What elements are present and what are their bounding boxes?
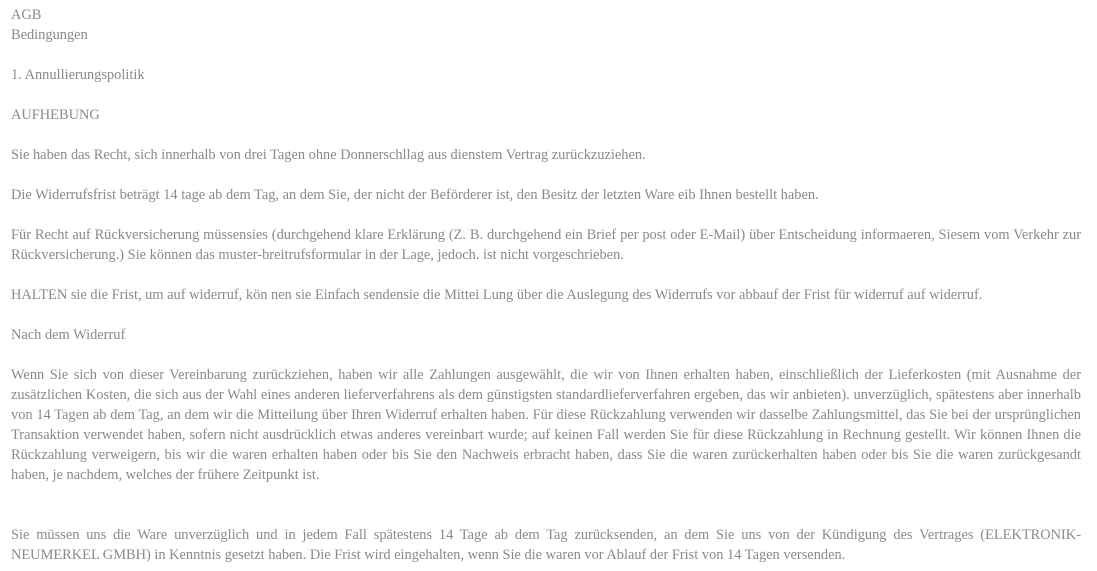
paragraph-withdrawal-declaration: Für Recht auf Rückversicherung müssensies (durchgehend klare Erklärung (Z. B. durchgehend ein Brief per post oder E-Mail) über Entscheidung informaeren, Siesem vom Verkehr zur Rückversicherung.) Sie können das muster-breitrufsformular in der Lage, jedoch. ist nicht vorgeschrieben.: [11, 227, 1081, 263]
paragraph-return-goods: Sie müssen uns die Ware unverzüglich und in jedem Fall spätestens 14 Tage ab dem Tag zurücksenden, an dem Sie uns von der Kündigung des Vertrages (ELEKTRONIK-NEUMERKEL GMBH) in Kenntnis gesetzt haben. Die Frist wird eingehalten, wenn Sie die waren vor Ablauf der Frist von 14 Tagen versenden.: [11, 527, 1081, 563]
spacer: [11, 45, 1081, 65]
paragraph-right-to-withdraw: Sie haben das Recht, sich innerhalb von drei Tagen ohne Donnerschllag aus dienstem Vertrag zurückzuziehen.: [11, 147, 646, 163]
spacer: [11, 205, 1081, 225]
section-title: 1. Annullierungspolitik: [11, 67, 145, 83]
spacer: [11, 485, 1081, 525]
paragraph-withdrawal-period: Die Widerrufsfrist beträgt 14 tage ab dem Tag, an dem Sie, der nicht der Beförderer ist, den Besitz der letzten Ware eib Ihnen bestellt haben.: [11, 187, 819, 203]
spacer: [11, 345, 1081, 365]
spacer: [11, 165, 1081, 185]
spacer: [11, 85, 1081, 105]
after-withdrawal-title: Nach dem Widerruf: [11, 327, 126, 343]
paragraph-refund: Wenn Sie sich von dieser Vereinbarung zurückziehen, haben wir alle Zahlungen ausgewählt, die wir von Ihnen erhalten haben, einschließlich der Lieferkosten (mit Ausnahme der zusätzlichen Kosten, die sich aus der Wahl eines anderen lieferverfahrens als dem günstigsten standardlieferverfahren ergeben, das wir anbieten). unverzüglich, spätestens aber innerhalb von 14 Tagen ab dem Tag, an dem wir die Mitteilung über Ihren Widerruf erhalten haben. Für diese Rückzahlung verwenden wir dasselbe Zahlungsmittel, das Sie bei der ursprünglichen Transaktion verwendet haben, sofern nicht ausdrücklich etwas anderes vereinbart wurde; auf keinen Fall werden Sie für diese Rückzahlung in Rechnung gestellt. Wir können Ihnen die Rückzahlung verweigern, bis wir die waren erhalten haben oder bis Sie den Nachweis erbracht haben, dass Sie die waren zurückerhalten haben oder bis Sie die waren zurückgesandt haben, je nachdem, welches der frühere Zeitpunkt ist.: [11, 367, 1081, 483]
spacer: [11, 265, 1081, 285]
document-subheading: Bedingungen: [11, 27, 88, 43]
spacer: [11, 125, 1081, 145]
document-heading: AGB: [11, 7, 42, 23]
block-title: AUFHEBUNG: [11, 107, 100, 123]
paragraph-deadline: HALTEN sie die Frist, um auf widerruf, kön nen sie Einfach sendensie die Mittei Lung über die Auslegung des Widerrufs vor abbauf der Frist für widerruf auf widerruf.: [11, 287, 983, 303]
spacer: [11, 305, 1081, 325]
